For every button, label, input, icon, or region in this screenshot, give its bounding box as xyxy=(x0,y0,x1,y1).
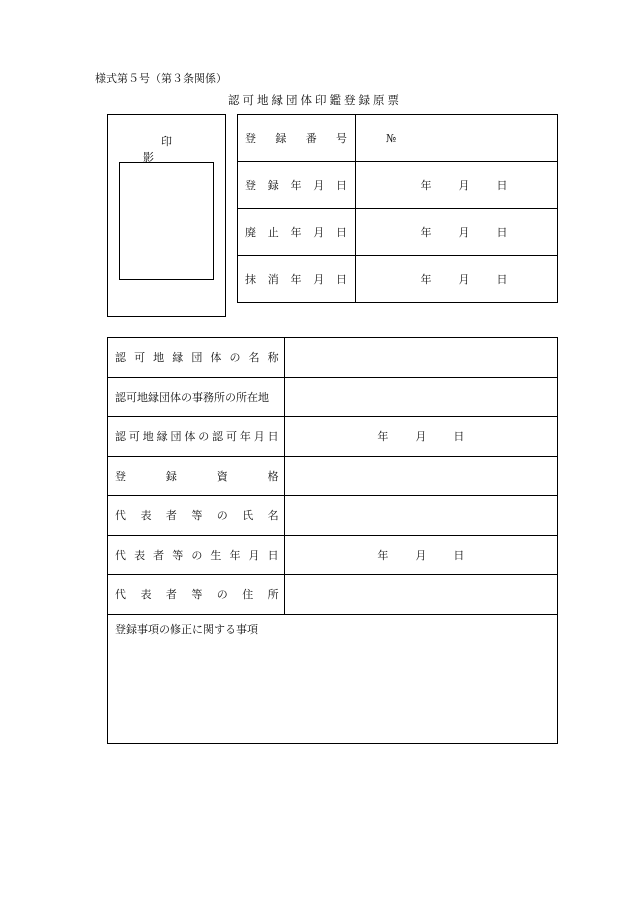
label-char: 年 xyxy=(420,179,432,192)
label-char: 月 xyxy=(458,179,470,192)
label-char: の xyxy=(216,588,228,602)
registration-date-field[interactable] xyxy=(356,162,558,209)
label-char: 等 xyxy=(172,548,184,562)
label-char: 月 xyxy=(458,226,470,239)
office-address-field[interactable] xyxy=(284,377,557,417)
label-char: 縁 xyxy=(172,351,184,365)
table-row xyxy=(238,256,558,303)
registration-table xyxy=(237,114,558,303)
label-char: 消 xyxy=(267,273,279,286)
number-mark: № xyxy=(386,131,397,145)
table-row xyxy=(108,338,558,378)
table-row xyxy=(108,496,558,536)
label-char: 者 xyxy=(165,588,177,602)
label-char: 地 xyxy=(153,351,165,365)
label-char: 称 xyxy=(267,351,279,365)
label-char: 縁 xyxy=(156,430,168,444)
label-char: の xyxy=(198,430,210,444)
label-char: 代 xyxy=(115,509,126,523)
abolition-date-field[interactable] xyxy=(356,209,558,256)
label-char: 団 xyxy=(170,430,182,444)
registration-number-field[interactable] xyxy=(356,115,558,162)
label-char: 止 xyxy=(267,226,279,239)
registration-qualification-label xyxy=(108,456,285,496)
label-char: 日 xyxy=(336,179,347,192)
table-row xyxy=(108,377,558,417)
label-char: 月 xyxy=(313,179,325,192)
label-char: の xyxy=(229,351,241,365)
office-address-text: 認可地縁団体の事務所の所在地 xyxy=(115,390,269,404)
label-char: 日 xyxy=(336,226,347,239)
label-char: 月 xyxy=(248,548,260,562)
label-char: 可 xyxy=(128,430,140,444)
table-row xyxy=(108,575,558,615)
label-char: 日 xyxy=(496,179,508,192)
label-char: 名 xyxy=(267,509,279,523)
label-char: 録 xyxy=(275,132,287,145)
representative-address-field[interactable] xyxy=(284,575,557,615)
label-char: 可 xyxy=(226,430,237,444)
label-char: 日 xyxy=(336,273,347,286)
label-char: 廃 xyxy=(245,226,256,239)
label-char: 号 xyxy=(336,132,348,145)
office-address-label xyxy=(108,377,285,417)
label-char: 番 xyxy=(305,132,317,145)
document-title: 認可地縁団体印鑑登録原票 xyxy=(228,93,402,107)
label-char: 日 xyxy=(496,226,508,239)
deletion-date-field[interactable] xyxy=(356,256,558,303)
label-char: 資 xyxy=(216,469,228,483)
label-char: 年 xyxy=(229,548,241,562)
label-char: 等 xyxy=(191,509,203,523)
label-char: 生 xyxy=(210,548,222,562)
label-char: 者 xyxy=(153,548,165,562)
label-char: 録 xyxy=(267,179,279,192)
label-char: 年 xyxy=(239,430,251,444)
label-char: 表 xyxy=(140,588,152,602)
label-char: 可 xyxy=(134,351,146,365)
label-char: 月 xyxy=(313,226,325,239)
label-char: 月 xyxy=(313,273,325,286)
organization-name-label xyxy=(108,338,285,378)
table-row xyxy=(238,209,558,256)
label-char: 年 xyxy=(290,179,302,192)
label-char: 名 xyxy=(248,351,260,365)
label-char: 体 xyxy=(184,430,196,444)
label-char: 等 xyxy=(191,588,203,602)
label-char: 日 xyxy=(453,548,465,562)
label-char: 団 xyxy=(191,351,203,365)
label-char: 氏 xyxy=(242,509,254,523)
registration-number-label xyxy=(238,115,356,162)
label-char: 抹 xyxy=(245,273,256,286)
label-char: 体 xyxy=(210,351,222,365)
deletion-date-label xyxy=(238,256,356,303)
label-char: 日 xyxy=(496,273,508,286)
label-char: 日 xyxy=(453,430,465,444)
registration-qualification-field[interactable] xyxy=(284,456,557,496)
table-row xyxy=(108,417,558,457)
label-char: 月 xyxy=(415,548,427,562)
label-char: 住 xyxy=(242,588,254,602)
label-char: 認 xyxy=(115,430,126,444)
abolition-date-label xyxy=(238,209,356,256)
table-row xyxy=(238,162,558,209)
label-char: 年 xyxy=(290,226,302,239)
representative-address-label xyxy=(108,575,285,615)
registration-date-label xyxy=(238,162,356,209)
label-char: 者 xyxy=(165,509,177,523)
label-char: 表 xyxy=(140,509,152,523)
label-char: 地 xyxy=(142,430,154,444)
label-char: 所 xyxy=(267,588,279,602)
table-row xyxy=(108,535,558,575)
label-char: 月 xyxy=(458,273,470,286)
organization-name-field[interactable] xyxy=(284,338,557,378)
label-char: 代 xyxy=(115,588,126,602)
label-char: 認 xyxy=(115,351,126,365)
table-row xyxy=(238,115,558,162)
label-char: 年 xyxy=(377,430,389,444)
label-char: 日 xyxy=(267,430,279,444)
label-char: 認 xyxy=(212,430,224,444)
form-number-label: 様式第５号（第３条関係） xyxy=(95,72,227,85)
approval-date-field[interactable] xyxy=(284,417,557,457)
label-char: 年 xyxy=(420,273,432,286)
seal-impression-area[interactable] xyxy=(119,162,214,280)
representative-birthdate-field[interactable] xyxy=(284,535,557,575)
label-char: の xyxy=(216,509,228,523)
amendment-remarks-label: 登録事項の修正に関する事項 xyxy=(115,622,258,636)
label-char: 代 xyxy=(115,548,126,562)
approval-date-label xyxy=(108,417,285,457)
seal-impression-title: 印影 xyxy=(143,135,208,164)
label-char: 登 xyxy=(115,469,126,483)
label-char: 格 xyxy=(267,469,279,483)
label-char: の xyxy=(191,548,203,562)
label-char: 年 xyxy=(420,226,432,239)
label-char: 年 xyxy=(290,273,302,286)
label-char: 表 xyxy=(134,548,146,562)
amendment-remarks-field[interactable] xyxy=(108,614,558,743)
representative-birthdate-label xyxy=(108,535,285,575)
label-char: 年 xyxy=(377,548,389,562)
table-row xyxy=(108,614,558,743)
representative-name-field[interactable] xyxy=(284,496,557,536)
label-char: 月 xyxy=(253,430,265,444)
label-char: 録 xyxy=(165,469,177,483)
label-char: 月 xyxy=(415,430,427,444)
label-char: 登 xyxy=(245,132,256,145)
label-char: 日 xyxy=(267,548,279,562)
label-char: 登 xyxy=(245,179,256,192)
table-row xyxy=(108,456,558,496)
organization-info-table xyxy=(107,337,558,744)
representative-name-label xyxy=(108,496,285,536)
